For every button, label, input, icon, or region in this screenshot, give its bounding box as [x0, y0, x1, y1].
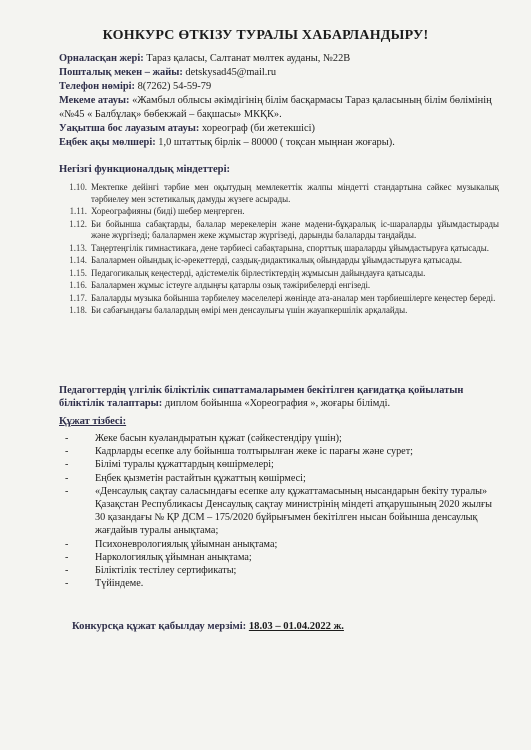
- document-text: Жеке басын куәландыратын құжат (сәйкестендіру үшін);: [95, 433, 342, 444]
- duty-text: Балаларды музыка бойынша тәрбиелеу мәселелері жөнінде ата-аналар мен тәрбиешілерге кеңестер береді.: [91, 292, 496, 303]
- postal-label: Пошталық мекен – жайы:: [59, 67, 183, 78]
- bullet-dash-icon: -: [65, 459, 69, 471]
- duty-text: Балалармен жұмыс істеуге алдыңғы қатарлы озық тәжірибелерді енгізеді.: [91, 280, 371, 290]
- documents-heading: Құжат тізбесі:: [59, 416, 127, 427]
- address-row: [59, 52, 499, 66]
- vacancy-row: [59, 122, 499, 136]
- bullet-dash-icon: -: [65, 472, 69, 484]
- list-item: [59, 219, 499, 242]
- qualification-value: диплом бойынша «Хореография », жоғары білімді.: [162, 398, 391, 409]
- page-title: КОНКУРС ӨТКІЗУ ТУРАЛЫ ХАБАРЛАНДЫРУ!: [102, 28, 429, 43]
- document-text: Түйіндеме.: [95, 578, 144, 590]
- duty-number: 1.12.: [69, 218, 87, 229]
- list-item: [59, 458, 499, 471]
- phone-row: [59, 80, 499, 94]
- document-text: Психоневрологиялық ұйымнан анықтама;: [95, 538, 278, 550]
- duty-number: 1.11.: [69, 206, 87, 216]
- document-text: Білімі туралы құжаттардың көшірмелері;: [95, 459, 274, 471]
- duty-text: Педагогикалық кеңестерді, әдістемелік бірлестіктердің жұмысын дайындауға қатысады.: [91, 267, 426, 278]
- list-item: [59, 305, 499, 317]
- deadline-label: Конкурсқа құжат қабылдау мерзімі:: [72, 621, 249, 632]
- list-item: [59, 268, 499, 280]
- salary-value: 1,0 штаттық бірлік – 80000 ( тоқсан мыңнан жоғары).: [155, 137, 395, 148]
- deadline-line: [72, 621, 344, 632]
- bullet-dash-icon: -: [65, 551, 69, 563]
- salary-row: [59, 136, 499, 150]
- list-item: [59, 445, 499, 458]
- bullet-dash-icon: -: [65, 433, 69, 444]
- duty-text: Хореографияны (биді) шебер меңгерген.: [91, 206, 245, 216]
- postal-row: [59, 66, 499, 80]
- bullet-dash-icon: -: [65, 446, 69, 458]
- duty-number: 1.14.: [69, 255, 87, 265]
- duty-number: 1.16.: [69, 280, 87, 290]
- list-item: [59, 243, 499, 255]
- bullet-dash-icon: -: [65, 538, 69, 550]
- list-item: [59, 538, 499, 551]
- postal-email: detskysad45@mail.ru: [182, 67, 277, 78]
- phone-value: 8(7262) 54-59-79: [134, 81, 212, 92]
- qualification-label: Педагогтердің үлгілік біліктілік сипаттамаларымен бекітілген қағидатқа қойылатын біліктілік талаптары:: [59, 385, 464, 409]
- duty-text: Таңертеңгілік гимнастикаға, дене тәрбиесі сабақтарына, спорттық шараларды ұйымдастыруға қатысады.: [91, 242, 489, 253]
- bullet-dash-icon: -: [65, 485, 69, 497]
- bullet-dash-icon: -: [65, 565, 69, 577]
- list-item: [59, 280, 499, 292]
- list-item: [59, 182, 499, 205]
- list-item: [59, 577, 499, 590]
- address-value: Тараз қаласы, Салтанат мөлтек ауданы, №22В: [143, 53, 351, 64]
- qualification-block: [59, 384, 499, 410]
- duty-text: Би бойынша сабақтарды, балалар мерекелерін және мәдени-бұқаралық іс-шараларды ұйымдастырады және жүргізеді; балалармен жеке жұмыстар жүргізеді, дарынды балаларды таңдайды.: [91, 218, 499, 240]
- list-item: [59, 564, 499, 577]
- salary-label: Еңбек ақы мөлшері:: [59, 137, 156, 148]
- org-value: «Жамбыл облысы әкімдігінің білім басқармасы Тараз қаласының білім бөлімінің «№45 « Балбұлақ» бөбекжай – бақшасы» МКҚК».: [59, 95, 492, 120]
- duty-number: 1.17.: [69, 292, 87, 303]
- vacancy-value: хореограф (би жетекшісі): [199, 123, 315, 134]
- org-row: [59, 94, 499, 122]
- list-item: [59, 255, 499, 267]
- list-item: [59, 206, 499, 218]
- document-text: Кадрларды есепке алу бойынша толтырылған жеке іс парағы және сурет;: [95, 446, 413, 458]
- list-item: [59, 551, 499, 564]
- duties-heading: Негізгі функционалдық міндеттері:: [59, 164, 231, 175]
- deadline-dates: 18.03 – 01.04.2022 ж.: [248, 621, 344, 632]
- document-text: Біліктілік тестілеу сертификаты;: [95, 565, 237, 577]
- document-text: Еңбек қызметін растайтын құжаттың көшірмесі;: [95, 472, 306, 484]
- duties-list: [59, 182, 499, 318]
- duty-text: Би сабағындағы балалардың өмірі мен денсаулығы үшін жауапкершілік арқалайды.: [91, 305, 408, 315]
- document-text: «Денсаулық сақтау саласындағы есепке алу құжаттамасының нысандарын бекіту туралы» Қазақстан Республикасы Денсаулық сақтау министрінің міндеті атқарушының 2020 жылғы 30 қазандағы № ҚР ДСМ – 175/2020 бұйрығымен бекітілген нысан бойынша денсаулық жағдайыв туралы анықтама;: [95, 485, 492, 537]
- phone-label: Телефон нөмірі:: [59, 81, 135, 92]
- duty-number: 1.18.: [69, 305, 87, 315]
- documents-list: [59, 432, 499, 590]
- list-item: [59, 293, 499, 305]
- duty-text: Балалармен ойындық іс-әрекеттерді, саздық-дидактикалық ойындарды ұйымдастыруға қатысады.: [91, 255, 463, 265]
- duty-number: 1.13.: [69, 242, 87, 253]
- org-label: Мекеме атауы:: [59, 95, 130, 106]
- duty-number: 1.15.: [69, 267, 87, 278]
- duty-number: 1.10.: [69, 182, 87, 192]
- address-label: Орналасқан жері:: [59, 53, 144, 64]
- list-item: [59, 472, 499, 485]
- document-text: Наркологиялық ұйымнан анықтама;: [95, 551, 252, 563]
- vacancy-label: Уақытша бос лауазым атауы:: [59, 123, 200, 134]
- duty-text: Мектепке дейінгі тәрбие мен оқытудың мемлекеттік жалпы міндетті стандартына сәйкес музыкалық тәрбиелеу мен эстетикалық дамуды жүзеге асырады.: [91, 182, 499, 204]
- bullet-dash-icon: -: [65, 578, 69, 590]
- info-block: [59, 52, 499, 150]
- list-item: [59, 432, 499, 445]
- list-item: [59, 485, 499, 538]
